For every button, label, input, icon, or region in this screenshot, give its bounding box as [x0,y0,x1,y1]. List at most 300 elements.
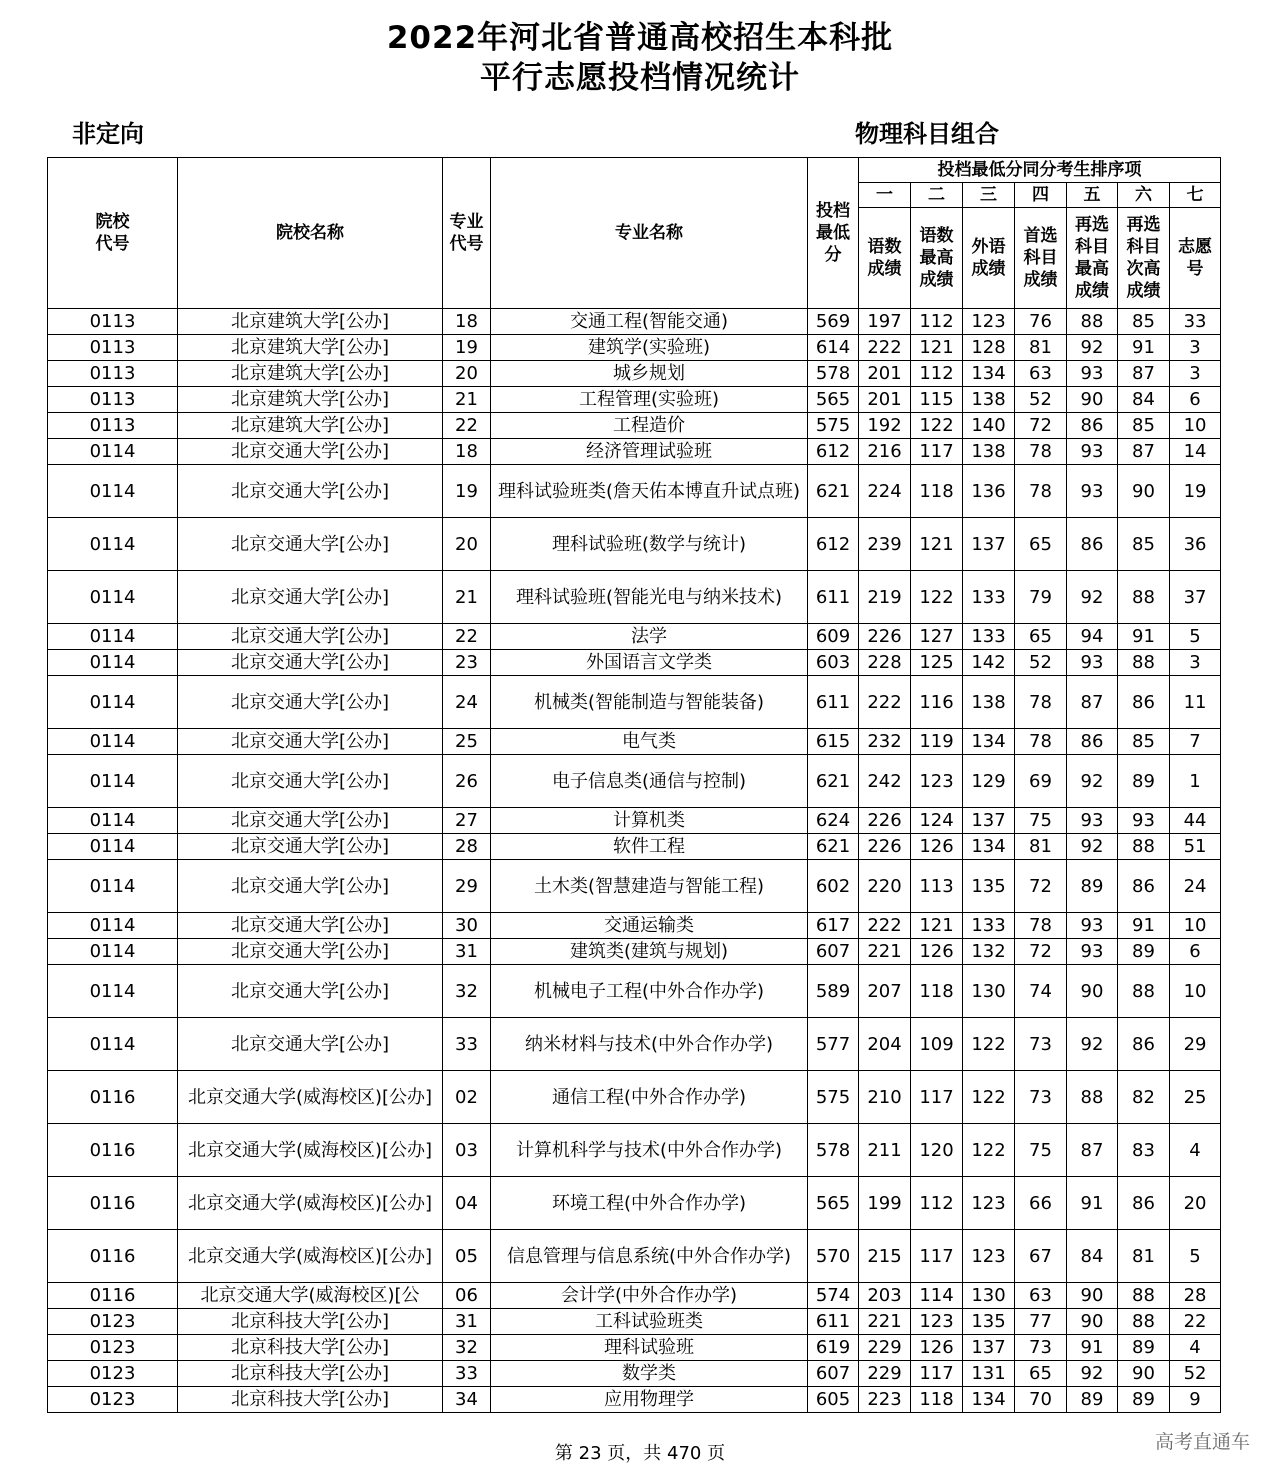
table-cell: 31 [443,1309,491,1335]
table-cell: 122 [911,571,963,624]
table-cell: 北京交通大学(威海校区)[公 [178,1283,443,1309]
table-cell: 72 [1015,860,1067,913]
table-cell: 环境工程(中外合作办学) [491,1177,808,1230]
table-row [48,1230,1221,1283]
table-cell: 理科试验班类(詹天佑本博直升试点班) [491,465,808,518]
table-row [48,571,1221,624]
table-cell: 122 [963,1124,1015,1177]
table-cell: 52 [1015,387,1067,413]
table-cell: 6 [1170,939,1221,965]
table-cell: 83 [1118,1124,1170,1177]
table-cell: 216 [859,439,911,465]
table-cell: 86 [1067,413,1118,439]
table-cell: 10 [1170,413,1221,439]
table-cell: 137 [963,808,1015,834]
table-cell: 信息管理与信息系统(中外合作办学) [491,1230,808,1283]
table-cell: 612 [808,518,859,571]
table-cell: 226 [859,834,911,860]
table-cell: 0123 [48,1387,178,1413]
table-cell: 北京交通大学[公办] [178,860,443,913]
table-cell: 125 [911,650,963,676]
table-cell: 222 [859,676,911,729]
table-cell: 北京科技大学[公办] [178,1361,443,1387]
table-cell: 84 [1067,1230,1118,1283]
table-cell: 5 [1170,1230,1221,1283]
table-cell: 88 [1118,965,1170,1018]
table-cell: 10 [1170,965,1221,1018]
table-cell: 82 [1118,1071,1170,1124]
table-cell: 25 [443,729,491,755]
table-row [48,1309,1221,1335]
table-cell: 91 [1118,335,1170,361]
table-cell: 611 [808,571,859,624]
table-cell: 112 [911,1177,963,1230]
table-cell: 3 [1170,650,1221,676]
table-cell: 117 [911,1361,963,1387]
table-cell: 133 [963,624,1015,650]
table-cell: 0123 [48,1361,178,1387]
table-cell: 经济管理试验班 [491,439,808,465]
table-row [48,1361,1221,1387]
header-major-name: 专业名称 [491,158,808,309]
table-row [48,1177,1221,1230]
table-cell: 77 [1015,1309,1067,1335]
table-cell: 软件工程 [491,834,808,860]
table-cell: 129 [963,755,1015,808]
table-cell: 0114 [48,571,178,624]
header-sub: 再选 科目 最高 成绩 [1067,208,1118,309]
table-cell: 123 [911,1309,963,1335]
table-cell: 130 [963,1283,1015,1309]
table-row [48,1335,1221,1361]
table-cell: 223 [859,1387,911,1413]
table-row [48,518,1221,571]
table-cell: 73 [1015,1071,1067,1124]
header-major-code: 专业 代号 [443,158,491,309]
table-cell: 86 [1118,1177,1170,1230]
table-row [48,335,1221,361]
table-cell: 122 [963,1071,1015,1124]
table-cell: 89 [1067,860,1118,913]
table-cell: 611 [808,676,859,729]
table-cell: 221 [859,939,911,965]
table-cell: 0114 [48,676,178,729]
table-cell: 0113 [48,387,178,413]
table-cell: 112 [911,361,963,387]
table-cell: 86 [1118,676,1170,729]
table-cell: 94 [1067,624,1118,650]
table-row [48,1018,1221,1071]
table-cell: 北京交通大学[公办] [178,965,443,1018]
table-cell: 0114 [48,939,178,965]
table-cell: 1 [1170,755,1221,808]
table-cell: 118 [911,1387,963,1413]
table-cell: 578 [808,361,859,387]
table-cell: 229 [859,1335,911,1361]
table-cell: 201 [859,387,911,413]
table-cell: 90 [1118,1361,1170,1387]
table-cell: 建筑类(建筑与规划) [491,939,808,965]
table-cell: 29 [1170,1018,1221,1071]
table-cell: 0114 [48,729,178,755]
table-cell: 87 [1067,1124,1118,1177]
table-cell: 126 [911,834,963,860]
table-cell: 119 [911,729,963,755]
table-cell: 21 [443,387,491,413]
table-cell: 0123 [48,1309,178,1335]
table-cell: 92 [1067,1018,1118,1071]
table-cell: 北京建筑大学[公办] [178,413,443,439]
table-cell: 机械类(智能制造与智能装备) [491,676,808,729]
table-cell: 215 [859,1230,911,1283]
table-cell: 116 [911,676,963,729]
table-cell: 605 [808,1387,859,1413]
table-cell: 123 [963,1177,1015,1230]
table-cell: 北京交通大学[公办] [178,439,443,465]
table-cell: 0114 [48,624,178,650]
table-cell: 117 [911,439,963,465]
table-cell: 北京建筑大学[公办] [178,309,443,335]
table-cell: 89 [1118,755,1170,808]
table-cell: 135 [963,860,1015,913]
table-cell: 65 [1015,518,1067,571]
admission-table [47,157,1221,1413]
header-sub: 外语 成绩 [963,208,1015,309]
table-cell: 89 [1118,1387,1170,1413]
table-cell: 36 [1170,518,1221,571]
table-cell: 土木类(智慧建造与智能工程) [491,860,808,913]
table-cell: 27 [443,808,491,834]
table-cell: 0116 [48,1071,178,1124]
table-cell: 70 [1015,1387,1067,1413]
table-cell: 88 [1118,1283,1170,1309]
table-cell: 机械电子工程(中外合作办学) [491,965,808,1018]
table-cell: 91 [1067,1335,1118,1361]
table-cell: 工程造价 [491,413,808,439]
table-cell: 92 [1067,834,1118,860]
table-row [48,939,1221,965]
table-cell: 232 [859,729,911,755]
table-cell: 207 [859,965,911,1018]
table-cell: 65 [1015,1361,1067,1387]
table-row [48,860,1221,913]
table-cell: 北京建筑大学[公办] [178,335,443,361]
table-cell: 210 [859,1071,911,1124]
table-cell: 609 [808,624,859,650]
table-cell: 33 [1170,309,1221,335]
table-cell: 75 [1015,1124,1067,1177]
page-subtitle: 平行志愿投档情况统计 [480,60,800,96]
table-cell: 123 [963,1230,1015,1283]
table-cell: 226 [859,808,911,834]
header-min-score: 投档 最低 分 [808,158,859,309]
table-cell: 0113 [48,361,178,387]
table-cell: 北京交通大学[公办] [178,939,443,965]
table-cell: 20 [443,361,491,387]
table-cell: 26 [443,755,491,808]
table-cell: 85 [1118,309,1170,335]
header-num: 二 [911,183,963,208]
table-cell: 112 [911,309,963,335]
table-cell: 133 [963,571,1015,624]
table-cell: 91 [1118,913,1170,939]
table-cell: 19 [443,335,491,361]
table-cell: 565 [808,1177,859,1230]
table-cell: 122 [963,1018,1015,1071]
category-left-label: 非定向 [72,120,144,148]
table-cell: 90 [1118,465,1170,518]
table-cell: 北京交通大学[公办] [178,1018,443,1071]
table-cell: 04 [443,1177,491,1230]
table-cell: 0123 [48,1335,178,1361]
table-cell: 0116 [48,1283,178,1309]
table-cell: 138 [963,439,1015,465]
table-cell: 0116 [48,1177,178,1230]
table-cell: 19 [443,465,491,518]
table-cell: 北京科技大学[公办] [178,1387,443,1413]
table-cell: 理科试验班(智能光电与纳米技术) [491,571,808,624]
table-cell: 34 [443,1387,491,1413]
table-cell: 37 [1170,571,1221,624]
table-cell: 87 [1118,439,1170,465]
table-cell: 计算机科学与技术(中外合作办学) [491,1124,808,1177]
table-cell: 会计学(中外合作办学) [491,1283,808,1309]
table-cell: 607 [808,1361,859,1387]
header-num: 五 [1067,183,1118,208]
table-cell: 88 [1118,1309,1170,1335]
table-cell: 140 [963,413,1015,439]
table-cell: 理科试验班(数学与统计) [491,518,808,571]
table-row [48,729,1221,755]
table-cell: 电气类 [491,729,808,755]
table-cell: 22 [443,624,491,650]
table-cell: 计算机类 [491,808,808,834]
table-cell: 574 [808,1283,859,1309]
table-cell: 203 [859,1283,911,1309]
table-cell: 86 [1118,860,1170,913]
header-sub: 语数 成绩 [859,208,911,309]
table-cell: 通信工程(中外合作办学) [491,1071,808,1124]
table-cell: 63 [1015,1283,1067,1309]
table-row [48,1387,1221,1413]
table-row [48,465,1221,518]
table-cell: 67 [1015,1230,1067,1283]
table-cell: 北京交通大学[公办] [178,676,443,729]
table-cell: 北京交通大学[公办] [178,624,443,650]
table-cell: 239 [859,518,911,571]
table-cell: 228 [859,650,911,676]
table-cell: 621 [808,465,859,518]
table-cell: 134 [963,729,1015,755]
table-cell: 北京交通大学(威海校区)[公办] [178,1230,443,1283]
table-row [48,624,1221,650]
table-cell: 192 [859,413,911,439]
table-cell: 0114 [48,834,178,860]
table-cell: 北京交通大学[公办] [178,913,443,939]
table-cell: 0114 [48,465,178,518]
table-cell: 北京交通大学[公办] [178,808,443,834]
table-row [48,755,1221,808]
table-cell: 电子信息类(通信与控制) [491,755,808,808]
table-cell: 89 [1067,1387,1118,1413]
table-cell: 9 [1170,1387,1221,1413]
table-cell: 建筑学(实验班) [491,335,808,361]
table-cell: 18 [443,439,491,465]
table-row [48,439,1221,465]
table-cell: 86 [1118,1018,1170,1071]
table-cell: 75 [1015,808,1067,834]
header-num: 三 [963,183,1015,208]
table-cell: 89 [1118,1335,1170,1361]
table-cell: 121 [911,335,963,361]
table-cell: 78 [1015,729,1067,755]
table-cell: 134 [963,834,1015,860]
table-cell: 28 [443,834,491,860]
table-cell: 89 [1118,939,1170,965]
table-cell: 90 [1067,1309,1118,1335]
table-cell: 7 [1170,729,1221,755]
table-cell: 134 [963,1387,1015,1413]
table-cell: 73 [1015,1018,1067,1071]
table-cell: 24 [443,676,491,729]
table-cell: 22 [443,413,491,439]
table-cell: 113 [911,860,963,913]
table-cell: 118 [911,965,963,1018]
table-row [48,965,1221,1018]
table-cell: 0114 [48,650,178,676]
table-cell: 109 [911,1018,963,1071]
header-sub: 首选 科目 成绩 [1015,208,1067,309]
table-cell: 76 [1015,309,1067,335]
table-cell: 603 [808,650,859,676]
table-cell: 578 [808,1124,859,1177]
table-cell: 4 [1170,1124,1221,1177]
header-num: 七 [1170,183,1221,208]
table-cell: 73 [1015,1335,1067,1361]
table-cell: 127 [911,624,963,650]
header-num: 四 [1015,183,1067,208]
header-school-name: 院校名称 [178,158,443,309]
table-cell: 589 [808,965,859,1018]
table-cell: 52 [1170,1361,1221,1387]
table-cell: 北京交通大学(威海校区)[公办] [178,1177,443,1230]
table-cell: 201 [859,361,911,387]
table-cell: 33 [443,1361,491,1387]
header-tiebreak-group: 投档最低分同分考生排序项 [859,158,1221,183]
table-cell: 63 [1015,361,1067,387]
table-cell: 137 [963,518,1015,571]
table-row [48,913,1221,939]
table-cell: 工科试验班类 [491,1309,808,1335]
table-cell: 0114 [48,860,178,913]
table-cell: 126 [911,1335,963,1361]
table-cell: 69 [1015,755,1067,808]
table-cell: 18 [443,309,491,335]
table-cell: 90 [1067,965,1118,1018]
table-cell: 123 [911,755,963,808]
table-cell: 28 [1170,1283,1221,1309]
table-cell: 86 [1067,518,1118,571]
table-cell: 615 [808,729,859,755]
table-cell: 3 [1170,335,1221,361]
table-cell: 619 [808,1335,859,1361]
table-cell: 565 [808,387,859,413]
table-cell: 617 [808,913,859,939]
table-cell: 114 [911,1283,963,1309]
table-cell: 北京交通大学[公办] [178,755,443,808]
table-cell: 北京交通大学(威海校区)[公办] [178,1124,443,1177]
page-footer: 第 23 页，共 470 页 [554,1443,726,1464]
table-cell: 78 [1015,439,1067,465]
table-cell: 52 [1015,650,1067,676]
table-body [48,309,1221,1413]
table-row [48,808,1221,834]
table-cell: 569 [808,309,859,335]
table-cell: 120 [911,1124,963,1177]
table-cell: 118 [911,465,963,518]
table-cell: 614 [808,335,859,361]
table-cell: 570 [808,1230,859,1283]
table-cell: 93 [1067,913,1118,939]
table-cell: 138 [963,387,1015,413]
table-cell: 78 [1015,676,1067,729]
table-row [48,361,1221,387]
table-cell: 北京交通大学[公办] [178,834,443,860]
table-cell: 575 [808,1071,859,1124]
table-cell: 221 [859,1309,911,1335]
table-cell: 90 [1067,387,1118,413]
table-cell: 北京建筑大学[公办] [178,387,443,413]
table-cell: 92 [1067,335,1118,361]
table-cell: 607 [808,939,859,965]
category-right-label: 物理科目组合 [855,120,999,148]
table-cell: 0114 [48,1018,178,1071]
table-cell: 24 [1170,860,1221,913]
table-cell: 224 [859,465,911,518]
header-num: 六 [1118,183,1170,208]
table-cell: 10 [1170,913,1221,939]
table-cell: 北京交通大学(威海校区)[公办] [178,1071,443,1124]
table-cell: 21 [443,571,491,624]
table-cell: 87 [1118,361,1170,387]
table-cell: 交通工程(智能交通) [491,309,808,335]
table-cell: 88 [1067,309,1118,335]
table-cell: 122 [911,413,963,439]
table-cell: 130 [963,965,1015,1018]
table-cell: 88 [1067,1071,1118,1124]
table-cell: 135 [963,1309,1015,1335]
table-cell: 211 [859,1124,911,1177]
table-row [48,1124,1221,1177]
table-cell: 0113 [48,309,178,335]
table-cell: 85 [1118,518,1170,571]
table-cell: 138 [963,676,1015,729]
table-cell: 132 [963,939,1015,965]
table-cell: 0114 [48,518,178,571]
table-cell: 0116 [48,1124,178,1177]
table-row [48,650,1221,676]
table-cell: 611 [808,1309,859,1335]
table-cell: 84 [1118,387,1170,413]
table-cell: 219 [859,571,911,624]
table-cell: 137 [963,1335,1015,1361]
table-cell: 81 [1015,335,1067,361]
table-cell: 93 [1067,808,1118,834]
header-sub: 语数 最高 成绩 [911,208,963,309]
header-sub: 再选 科目 次高 成绩 [1118,208,1170,309]
table-cell: 理科试验班 [491,1335,808,1361]
table-cell: 93 [1118,808,1170,834]
